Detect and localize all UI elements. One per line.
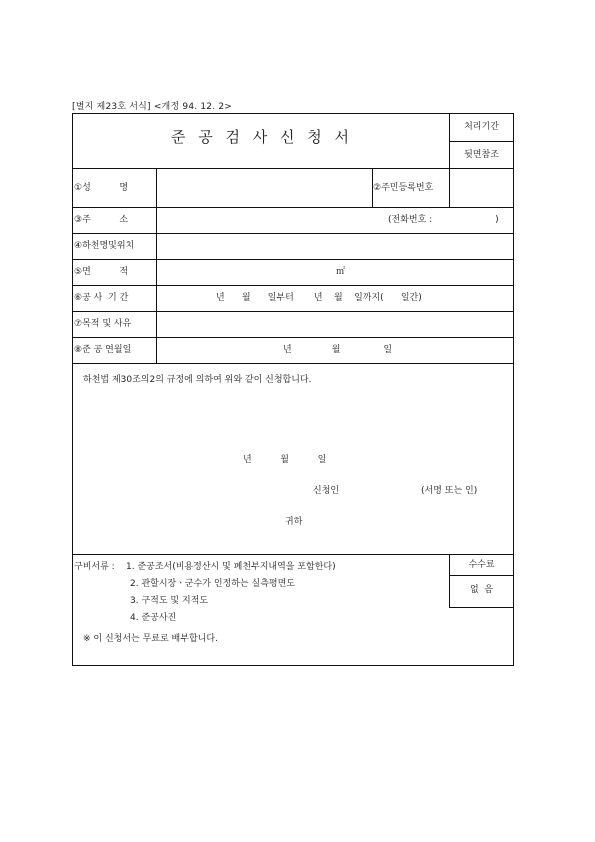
application-date: 년 월 일	[243, 455, 327, 465]
row-divider	[72, 337, 514, 338]
row-divider	[72, 363, 514, 364]
resident-number-label: ②주민등록번호	[373, 183, 434, 193]
row-divider	[72, 554, 514, 555]
required-documents-label: 구비서류 :	[74, 562, 115, 572]
completion-date-value: 년 월 일	[283, 345, 393, 355]
row-divider	[72, 285, 514, 286]
row-divider	[72, 259, 514, 260]
application-statement: 하천법 제30조의2의 규정에 의하여 위와 같이 신청합니다.	[83, 375, 312, 385]
phone-label: (전화번호 : )	[388, 215, 499, 225]
row-divider	[72, 168, 514, 169]
name-label: ①성 명	[74, 183, 129, 193]
row-divider	[72, 311, 514, 312]
row-divider	[72, 207, 514, 208]
document-item-2: 2. 관할시장ㆍ군수가 인정하는 실측평면도	[130, 579, 295, 589]
addressee-label: 귀하	[285, 517, 303, 527]
area-unit: ㎡	[336, 267, 346, 277]
document-item-3: 3. 구적도 및 지적도	[130, 596, 209, 606]
address-label: ③주 소	[74, 215, 129, 225]
document-item-4: 4. 준공사진	[130, 613, 177, 623]
processing-divider	[449, 141, 514, 142]
fee-value: 없 음	[469, 585, 494, 595]
document-item-1: 1. 준공조서(비용정산시 및 폐천부지내역을 포함한다)	[126, 562, 336, 572]
form-header-note: [별지 제23호 서식] <개정 94. 12. 2>	[72, 102, 233, 112]
purpose-label: ⑦목적 및 사유	[74, 319, 132, 329]
label-col-divider	[156, 168, 157, 363]
completion-date-label: ⑧준 공 연월일	[74, 345, 132, 355]
signature-note: (서명 또는 인)	[421, 486, 478, 496]
processing-period-label: 처리기간	[464, 122, 499, 132]
fee-bottom	[449, 607, 514, 608]
fee-divider	[449, 575, 514, 576]
applicant-label: 신청인	[313, 486, 340, 496]
construction-period-label: ⑥공 사 기 간	[74, 293, 129, 303]
form-title: 준 공 검 사 신 청 서	[170, 128, 351, 146]
construction-period-value: 년 월 일부터 년 월 일까지( 일간)	[216, 293, 422, 303]
processing-period-value: 뒷면참조	[464, 150, 499, 160]
fee-label: 수수료	[468, 560, 495, 570]
col-divider	[449, 168, 450, 207]
row-divider	[72, 233, 514, 234]
river-location-label: ④하천명및위치	[74, 241, 135, 251]
area-label: ⑤면 적	[74, 267, 129, 277]
free-distribution-note: ※ 이 신청서는 무료로 배부합니다.	[83, 634, 218, 644]
